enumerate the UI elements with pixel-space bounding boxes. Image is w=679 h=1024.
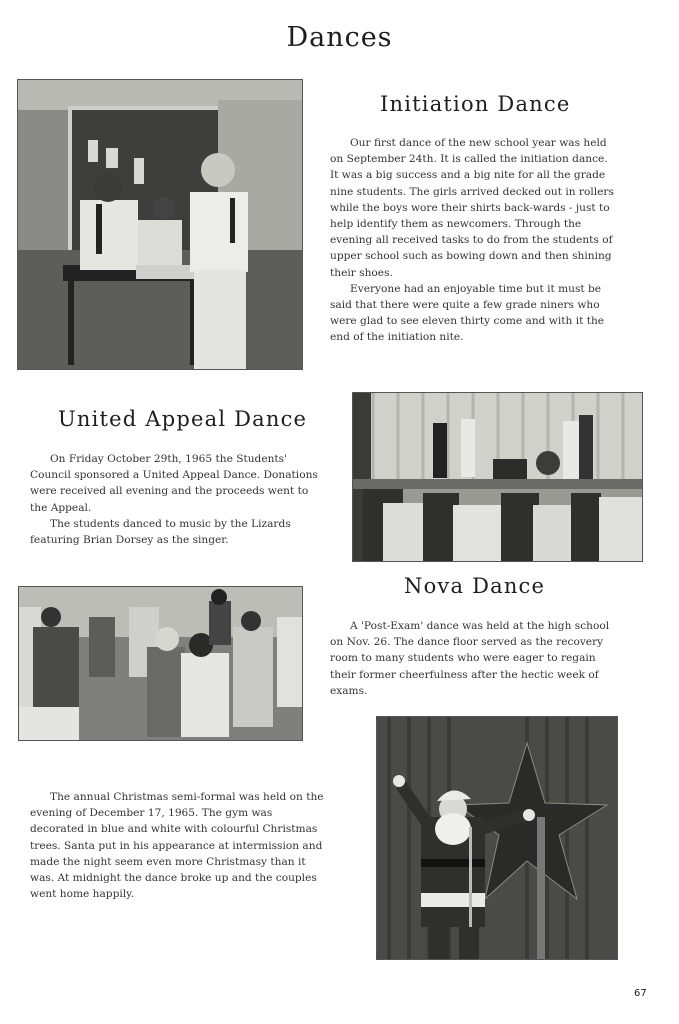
- initiation-dance-heading: Initiation Dance: [380, 92, 571, 116]
- dance-floor-photo: [18, 586, 303, 741]
- united-appeal-dance-text: [30, 451, 326, 548]
- paragraph: Our first dance of the new school year was held on September 24th. It is called the initiation dance. It was a big success and a big nite for all the grade nine students. The girls arrived decked out in rollers while the boys wore their shirts back-wards - just to help identify them as newcomers. Through the evening all received tasks to do from the students of upper school such as bowing down and then shining their shoes.: [330, 137, 614, 279]
- paragraph: A 'Post-Exam' dance was held at the high school on Nov. 26. The dance floor served as the recovery room to many students who were eager to regain their former cheerfulness after the hectic week of exams.: [330, 620, 610, 697]
- initiation-dance-text: [330, 135, 614, 346]
- paragraph: The annual Christmas semi-formal was held on the evening of December 17, 1965. The gym was decorated in blue and white with colourful Christmas trees. Santa put in his appearance at intermission and made the night seem even more Christmasy than it was. At midnight the dance broke up and the couples went home happily.: [30, 791, 324, 901]
- paragraph: Everyone had an enjoyable time but it must be said that there were quite a few grade niners who were glad to see eleven thirty come and with it the end of the initiation nite.: [330, 282, 605, 344]
- united-appeal-dance-heading: United Appeal Dance: [58, 407, 308, 431]
- paragraph: On Friday October 29th, 1965 the Students' Council sponsored a United Appeal Dance. Donations were received all evening and the proceeds went to the Appeal.: [30, 453, 318, 514]
- paragraph: The students danced to music by the Lizards featuring Brian Dorsey as the singer.: [30, 517, 291, 547]
- page-title: Dances: [286, 22, 393, 53]
- christmas-dance-text: [30, 789, 326, 902]
- santa-photo: [376, 716, 618, 960]
- band-stage-photo: [352, 392, 643, 562]
- nova-dance-text: [330, 618, 615, 699]
- nova-dance-heading: Nova Dance: [404, 574, 546, 598]
- initiation-dance-photo: [17, 79, 303, 370]
- page-number: 67: [634, 988, 647, 999]
